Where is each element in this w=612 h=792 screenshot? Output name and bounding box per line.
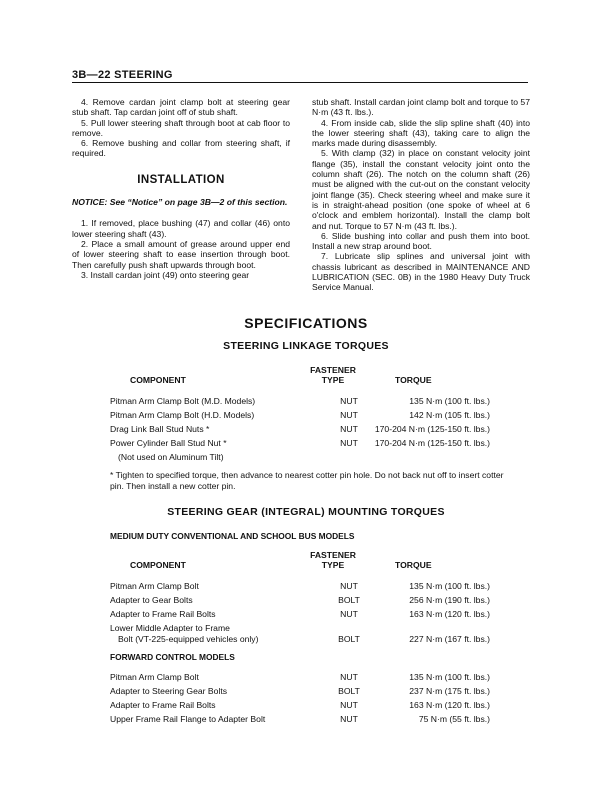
row-type: NUT	[340, 424, 358, 434]
table-row	[110, 438, 490, 450]
row-type: NUT	[340, 581, 358, 591]
installation-heading: INSTALLATION	[137, 173, 225, 186]
group1-title: MEDIUM DUTY CONVENTIONAL AND SCHOOL BUS MODELS	[110, 531, 355, 541]
linkage-torques-title: STEERING LINKAGE TORQUES	[223, 340, 389, 352]
row-torque: 170-204 N·m (125-150 ft. lbs.)	[374, 438, 490, 448]
row-torque: 142 N·m (105 ft. lbs.)	[409, 410, 490, 420]
group2-title: FORWARD CONTROL MODELS	[110, 652, 235, 662]
row-type: NUT	[340, 396, 358, 406]
specifications-title: SPECIFICATIONS	[244, 315, 368, 331]
row-component-line1: Lower Middle Adapter to Frame	[110, 623, 230, 633]
row-type: BOLT	[338, 595, 360, 605]
gear-torque-header: TORQUE	[395, 560, 432, 570]
row-type: NUT	[340, 609, 358, 619]
row-type: NUT	[340, 700, 358, 710]
row-type: NUT	[340, 410, 358, 420]
linkage-footnote: * Tighten to specified torque, then advance to nearest cotter pin hole. Do not back nut off to insert cotter pin. Then install a new cotter pin.	[110, 470, 504, 491]
table-row	[110, 700, 490, 712]
row-component: Adapter to Frame Rail Bolts	[110, 609, 216, 619]
install-step-4: 4. From inside cab, slide the slip spline shaft (40) into the lower steering shaft (43), taking care to align the marks made during disassembly.	[312, 117, 530, 149]
row-torque: 135 N·m (100 ft. lbs.)	[409, 396, 490, 406]
removal-step-6: 6. Remove bushing and collar from steering shaft, if required.	[72, 138, 290, 159]
row-torque: 237 N·m (175 ft. lbs.)	[409, 686, 490, 696]
row-torque: 163 N·m (120 ft. lbs.)	[409, 700, 490, 710]
row-torque: 163 N·m (120 ft. lbs.)	[409, 609, 490, 619]
right-column	[312, 97, 530, 293]
removal-step-4: 4. Remove cardan joint clamp bolt at steering gear stub shaft. Tap cardan joint off of stub shaft.	[72, 97, 290, 118]
install-step-6: 6. Slide bushing into collar and push them into boot. Install a new strap around boot.	[312, 230, 530, 252]
row-component: Pitman Arm Clamp Bolt	[110, 672, 199, 682]
left-column	[72, 97, 290, 280]
linkage-fastener-header	[298, 365, 368, 386]
linkage-component-header: COMPONENT	[130, 375, 186, 385]
row-torque: 135 N·m (100 ft. lbs.)	[409, 672, 490, 682]
aluminum-note: (Not used on Aluminum Tilt)	[118, 452, 224, 462]
install-step-1: 1. If removed, place bushing (47) and collar (46) onto lower steering shaft (43).	[72, 218, 290, 239]
row-component: Drag Link Ball Stud Nuts *	[110, 424, 210, 434]
gear-torques-title: STEERING GEAR (INTEGRAL) MOUNTING TORQUES	[167, 506, 445, 518]
aluminum-note-row	[110, 452, 490, 464]
row-component: Upper Frame Rail Flange to Adapter Bolt	[110, 714, 266, 724]
linkage-torque-header: TORQUE	[395, 375, 432, 385]
row-torque: 170-204 N·m (125-150 ft. lbs.)	[374, 424, 490, 434]
linkage-fastener-header-line1: FASTENER	[310, 365, 356, 375]
table-row	[110, 672, 490, 684]
row-component: Pitman Arm Clamp Bolt	[110, 581, 199, 591]
row-torque: 227 N·m (167 ft. lbs.)	[409, 634, 490, 644]
table-row	[110, 595, 490, 607]
install-step-3: 3. Install cardan joint (49) onto steering gear	[81, 269, 250, 280]
table-row	[110, 609, 490, 621]
notice-text: NOTICE: See “Notice” on page 3B—2 of this section.	[72, 197, 288, 208]
table-row	[110, 623, 490, 647]
gear-fastener-header-line1: FASTENER	[310, 550, 356, 560]
gear-fastener-header-line2: TYPE	[321, 560, 345, 571]
row-component: Adapter to Frame Rail Bolts	[110, 700, 216, 710]
row-torque: 75 N·m (55 ft. lbs.)	[418, 714, 490, 724]
removal-step-5: 5. Pull lower steering shaft through boot at cab floor to remove.	[72, 117, 290, 138]
page-title: 3B—22 STEERING	[72, 69, 173, 81]
row-type: BOLT	[338, 686, 360, 696]
table-row	[110, 714, 490, 726]
row-component-line2: Bolt (VT-225-equipped vehicles only)	[118, 634, 259, 644]
table-row	[110, 424, 490, 436]
header-rule	[72, 82, 528, 83]
install-step-7: 7. Lubricate slip splines and universal joint with chassis lubricant as described in MAINTENANCE AND LUBRICATION (SEC. 0B) in the 1980 Heavy Duty Truck Service Manual.	[312, 251, 530, 293]
row-type: BOLT	[338, 634, 360, 644]
row-torque: 256 N·m (190 ft. lbs.)	[409, 595, 490, 605]
install-step-5: 5. With clamp (32) in place on constant velocity joint flange (35), install the constant velocity joint onto the column shaft (26). The notch on the column shaft (26) must be aligned with the cut-out on the constant velocity joint flange (35). Check steering wheel and make sure it is in straight-ahead position (one spoke of wheel at 6 o'clock and emblem horizontal). Install the clamp bolt and nut. Torque to 57 N·m (43 ft. lbs.).	[312, 148, 530, 231]
linkage-fastener-header-line2: TYPE	[321, 375, 345, 386]
row-component: Power Cylinder Ball Stud Nut *	[110, 438, 227, 448]
row-type: NUT	[340, 672, 358, 682]
row-component: Pitman Arm Clamp Bolt (M.D. Models)	[110, 396, 256, 406]
table-row	[110, 396, 490, 408]
page-header	[72, 70, 528, 80]
gear-fastener-header	[298, 550, 368, 571]
install-step-2: 2. Place a small amount of grease around upper end of lower steering shaft to ease insertion through boot. Then carefully push shaft upwards through boot.	[72, 238, 290, 270]
table-row	[110, 686, 490, 698]
install-step-3-cont: stub shaft. Install cardan joint clamp bolt and torque to 57 N·m (43 ft. lbs.).	[312, 97, 530, 118]
gear-component-header: COMPONENT	[130, 560, 186, 570]
table-row	[110, 581, 490, 593]
row-type: NUT	[340, 438, 358, 448]
row-torque: 135 N·m (100 ft. lbs.)	[409, 581, 490, 591]
row-component: Adapter to Steering Gear Bolts	[110, 686, 228, 696]
table-row	[110, 410, 490, 422]
row-type: NUT	[340, 714, 358, 724]
row-component: Pitman Arm Clamp Bolt (H.D. Models)	[110, 410, 255, 420]
row-component: Adapter to Gear Bolts	[110, 595, 193, 605]
